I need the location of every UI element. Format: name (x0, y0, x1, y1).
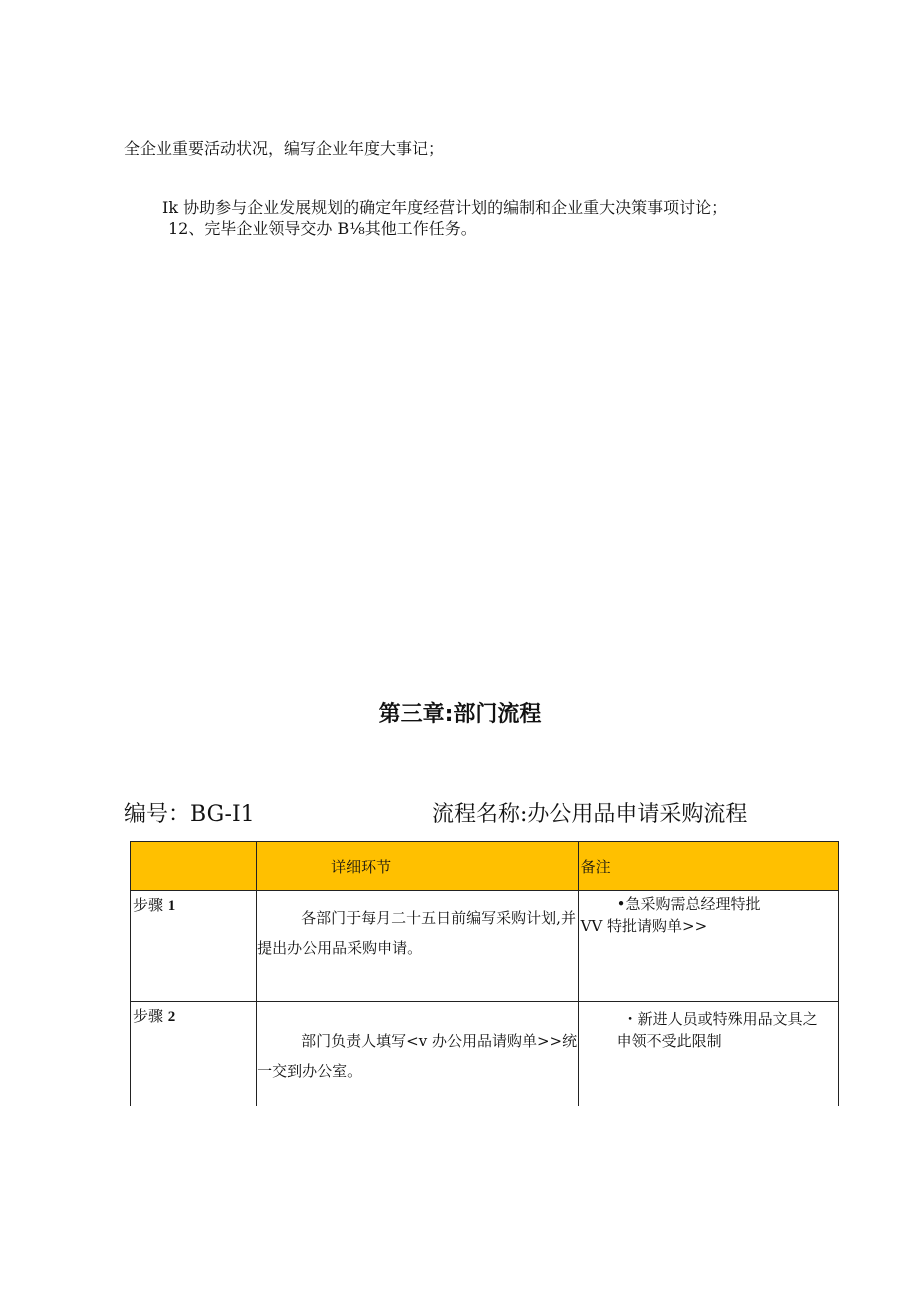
detail-text: 各部门于每月二十五日前编写采购计划,并提出办公用品采购申请。 (257, 909, 576, 957)
note-text (579, 1002, 838, 1052)
process-table (130, 841, 839, 1106)
note-cell (578, 891, 838, 1002)
table-row (131, 1002, 839, 1107)
step-label (131, 891, 256, 915)
note-line-2: VV 特批请购单>> (580, 917, 708, 935)
step-number: 1 (167, 898, 176, 914)
detail-text: 部门负责人填写<v 办公用品请购单>>统一交到办公室。 (257, 1032, 578, 1080)
detail-cell (257, 1002, 578, 1107)
header-step-cell (131, 842, 257, 891)
note-line-2: 申领不受此限制 (616, 1032, 722, 1050)
step-prefix: 步骤 (133, 1007, 164, 1025)
chapter-title: 第三章:部门流程 (378, 702, 542, 727)
note-text (579, 891, 838, 937)
table-row (131, 891, 839, 1002)
step-label (131, 1002, 256, 1026)
body-text-line-3: 12、完毕企业领导交办 B⅛其他工作任务。 (168, 219, 477, 238)
body-text-line-2: Ik 协助参与企业发展规划的确定年度经营计划的编制和企业重大决策事项讨论； (162, 198, 728, 217)
table-header-row (131, 842, 839, 891)
process-name: 流程名称:办公用品申请采购流程 (432, 802, 748, 827)
step-prefix: 步骤 (133, 896, 164, 914)
step-cell (131, 891, 257, 1002)
detail-cell (257, 891, 578, 1002)
step-cell (131, 1002, 257, 1107)
process-code: 编号：BG-I1 (124, 802, 255, 827)
note-cell (578, 1002, 838, 1107)
step-number: 2 (167, 1009, 176, 1025)
note-line-1: ・新进人员或特殊用品文具之 (622, 1010, 818, 1028)
body-text-line-1: 全企业重要活动状况，编写企业年度大事记； (124, 139, 445, 158)
note-line-1: •急采购需总经理特批 (616, 895, 761, 913)
header-note-cell: 备注 (578, 842, 838, 891)
header-detail-cell: 详细环节 (257, 842, 578, 891)
